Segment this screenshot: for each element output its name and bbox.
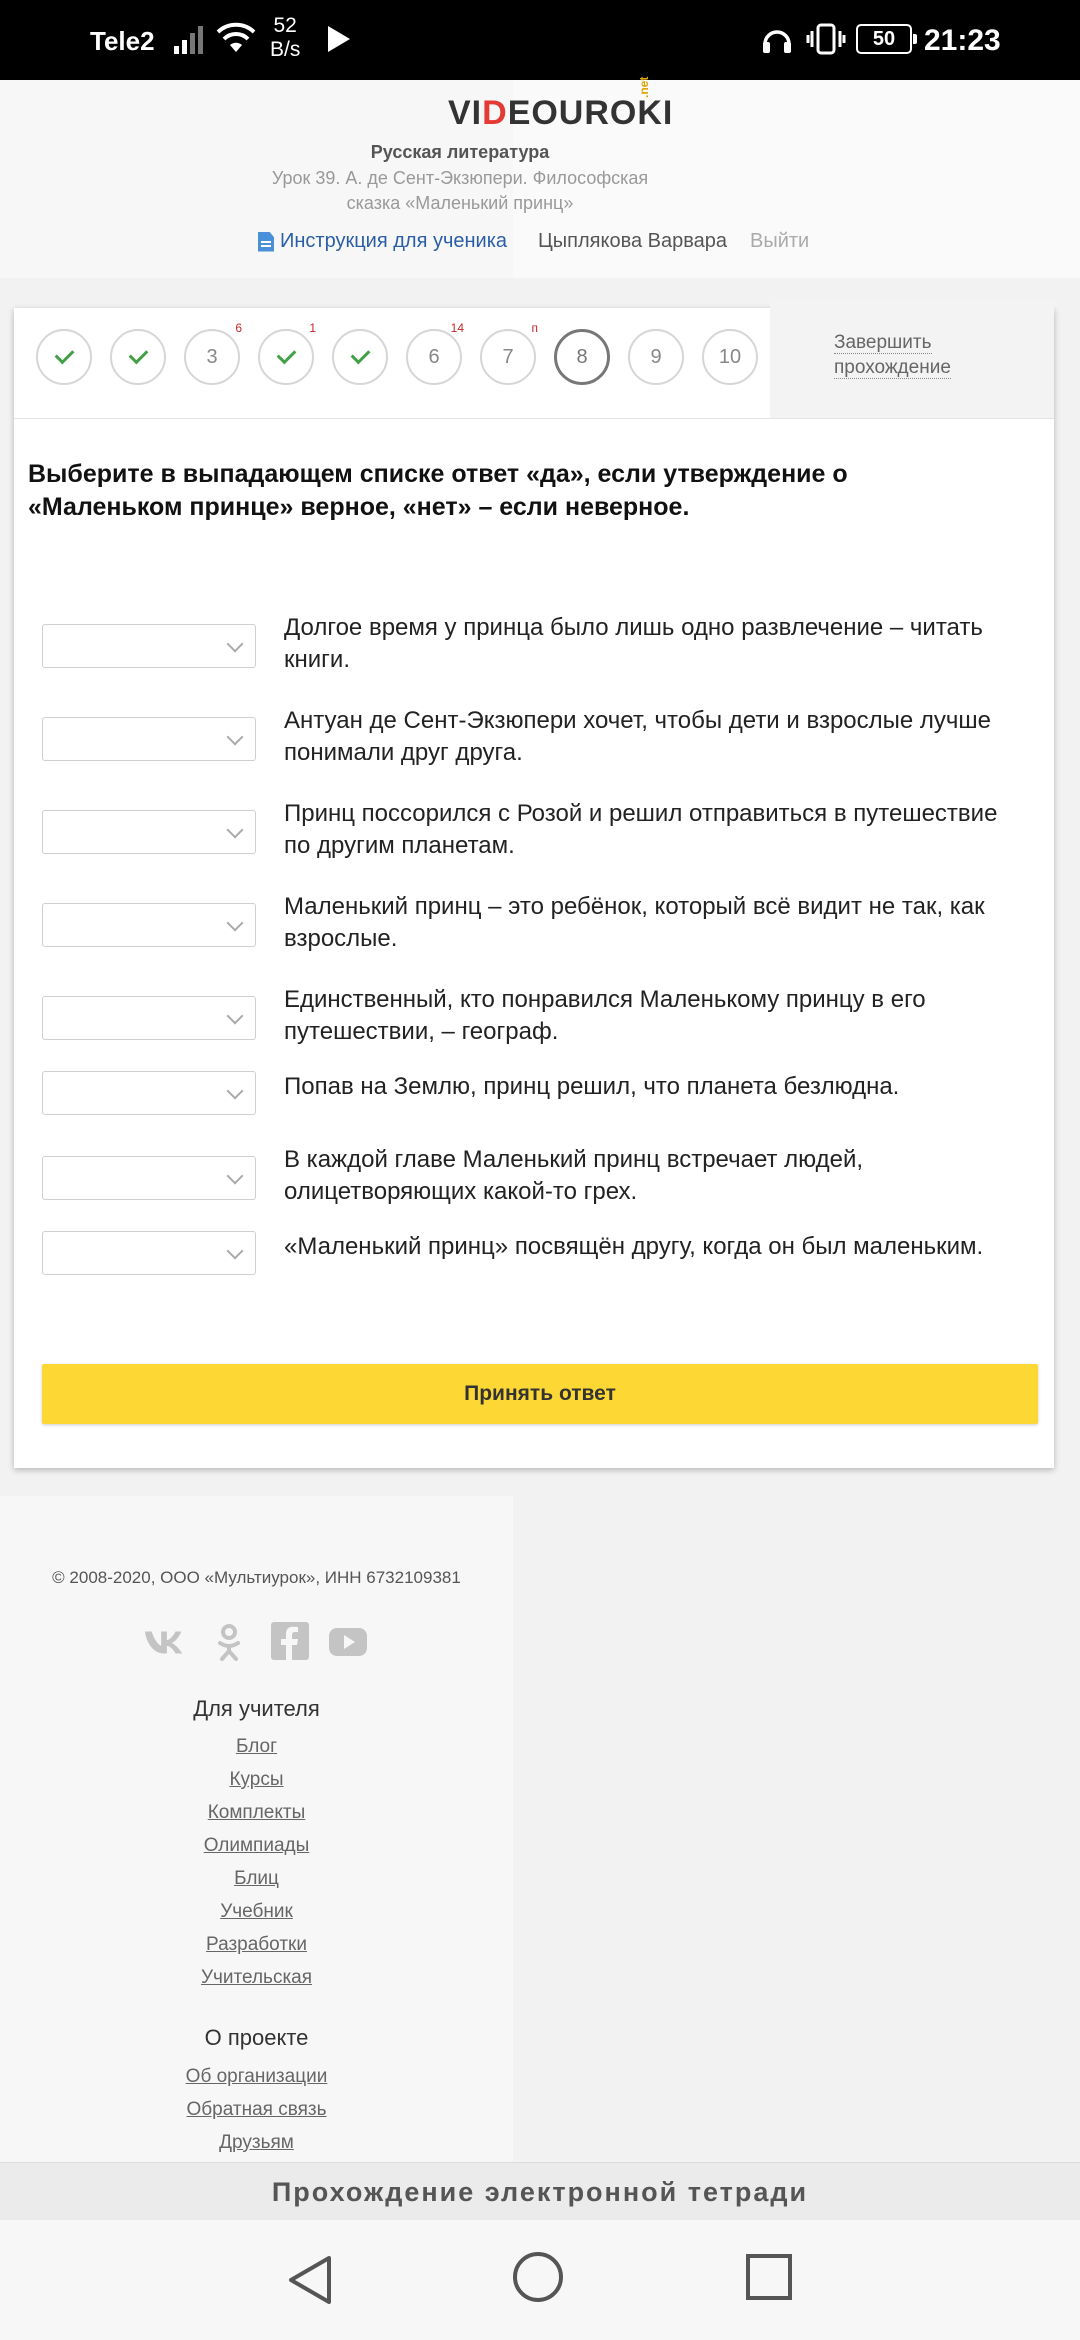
statement-text: Попав на Землю, принц решил, что планета безлюдна. xyxy=(284,1073,900,1100)
footer-link-teachers-room[interactable]: Учительская xyxy=(200,1967,313,1988)
instruction-label: Инструкция для ученика xyxy=(280,230,508,252)
footer-link-courses[interactable]: Курсы xyxy=(229,1769,284,1790)
statement-text: Маленький принц – это ребёнок, который всё видит не так, как взрослые. xyxy=(284,893,985,952)
instruction-link[interactable] xyxy=(258,230,507,253)
carrier-name: Tele2 xyxy=(90,26,155,56)
attempts-badge: п xyxy=(531,321,538,335)
footer-section-teacher: Для учителя xyxy=(193,1696,320,1721)
chevron-down-icon xyxy=(227,915,244,932)
footer-link-friends[interactable]: Друзьям xyxy=(219,2132,294,2153)
signal-icon xyxy=(172,22,208,56)
question-4-button[interactable] xyxy=(258,321,316,385)
battery-icon: 50 xyxy=(856,24,912,54)
statement-text: В каждой главе Маленький принц встречает людей, олицетворяющих какой-то грех. xyxy=(284,1146,864,1205)
chevron-down-icon xyxy=(227,1083,244,1100)
statement-text: «Маленький принц» посвящён другу, когда он был маленьким. xyxy=(284,1233,984,1260)
question-text: Выберите в выпадающем списке ответ «да», если утверждение о «Маленьком принце» верное, «нет» – если неверное. xyxy=(28,460,848,521)
answer-select[interactable] xyxy=(42,1231,256,1275)
home-icon[interactable] xyxy=(513,2252,563,2302)
answer-select[interactable] xyxy=(42,1071,256,1115)
question-navigation xyxy=(14,308,1054,419)
facebook-icon[interactable] xyxy=(271,1622,309,1660)
question-1-button[interactable] xyxy=(36,329,92,385)
statement-text: Долгое время у принца было лишь одно развлечение – читать книги. xyxy=(284,614,983,673)
footer-link-developments[interactable]: Разработки xyxy=(206,1934,307,1955)
question-9-button[interactable]: 9 xyxy=(628,329,684,385)
answer-select[interactable] xyxy=(42,810,256,854)
chevron-down-icon xyxy=(227,1243,244,1260)
quiz-card xyxy=(14,308,1054,1468)
chevron-down-icon xyxy=(227,729,244,746)
play-icon xyxy=(328,26,350,52)
copyright-text: © 2008-2020, ООО «Мультиурок», ИНН 6732109381 xyxy=(52,1568,461,1587)
answer-select[interactable] xyxy=(42,996,256,1040)
social-links xyxy=(143,1622,367,1662)
wifi-icon xyxy=(216,22,256,56)
answer-select[interactable] xyxy=(42,624,256,668)
subject-title: Русская литература xyxy=(370,142,550,162)
question-8-button[interactable]: 8 xyxy=(554,329,610,385)
site-header xyxy=(0,76,1080,278)
clock: 21:23 xyxy=(924,24,1001,57)
user-name: Цыплякова Варвара xyxy=(538,230,728,252)
logo-net-suffix: .net xyxy=(637,76,651,98)
footer-link-blitz[interactable]: Блиц xyxy=(234,1868,279,1889)
chevron-down-icon xyxy=(227,1008,244,1025)
question-6-button[interactable]: 6 14 xyxy=(406,329,462,385)
check-icon xyxy=(129,345,149,365)
logout-link[interactable]: Выйти xyxy=(750,230,810,252)
submit-answer-button[interactable]: Принять ответ xyxy=(42,1364,1038,1424)
check-icon xyxy=(277,345,297,365)
bottom-banner: Прохождение электронной тетради xyxy=(0,2162,1080,2221)
network-speed: 52 B/s xyxy=(270,14,301,61)
back-icon[interactable] xyxy=(285,2254,335,2306)
finish-button[interactable]: Завершить прохождение xyxy=(834,332,951,378)
statement-text: Принц поссорился с Розой и решил отправиться в путешествие по другим планетам. xyxy=(284,800,998,859)
attempts-badge: 6 xyxy=(235,321,242,335)
footer-section-about: О проекте xyxy=(204,2025,309,2050)
attempts-badge: 1 xyxy=(309,321,316,335)
vibrate-icon xyxy=(806,22,846,56)
check-icon xyxy=(351,345,371,365)
question-10-button[interactable]: 10 xyxy=(702,329,758,385)
vk-icon[interactable] xyxy=(143,1622,187,1662)
answer-select[interactable] xyxy=(42,717,256,761)
system-navigation-bar xyxy=(0,2220,1080,2340)
attempts-badge: 14 xyxy=(450,321,464,335)
headset-icon xyxy=(760,22,794,56)
chevron-down-icon xyxy=(227,1168,244,1185)
question-3-button[interactable]: 3 6 xyxy=(184,329,240,385)
statement-text: Единственный, кто понравился Маленькому принцу в его путешествии, – географ. xyxy=(284,986,926,1045)
footer-link-blog[interactable]: Блог xyxy=(235,1736,278,1757)
footer xyxy=(0,1496,513,2162)
footer-link-feedback[interactable]: Обратная связь xyxy=(186,2099,327,2120)
youtube-icon[interactable] xyxy=(329,1628,367,1656)
footer-link-textbook[interactable]: Учебник xyxy=(220,1901,293,1922)
status-bar xyxy=(0,0,1080,80)
question-7-button[interactable]: 7 п xyxy=(480,329,536,385)
document-icon xyxy=(258,232,274,252)
statement-text: Антуан де Сент-Экзюпери хочет, чтобы дети и взрослые лучше понимали друг друга. xyxy=(284,707,992,766)
footer-link-organization[interactable]: Об организации xyxy=(185,2066,328,2087)
check-icon xyxy=(55,345,75,365)
videouroki-logo[interactable]: VIDEOUROKI xyxy=(448,94,674,132)
footer-link-olympiads[interactable]: Олимпиады xyxy=(203,1835,310,1856)
odnoklassniki-icon[interactable] xyxy=(207,1622,251,1662)
chevron-down-icon xyxy=(227,636,244,653)
chevron-down-icon xyxy=(227,822,244,839)
answer-select[interactable] xyxy=(42,1156,256,1200)
question-2-button[interactable] xyxy=(110,329,166,385)
answer-select[interactable] xyxy=(42,903,256,947)
question-5-button[interactable] xyxy=(332,329,388,385)
footer-link-kits[interactable]: Комплекты xyxy=(207,1802,306,1823)
lesson-title: Урок 39. А. де Сент-Экзюпери. Философская сказка «Маленький принц» xyxy=(271,168,649,213)
recent-apps-icon[interactable] xyxy=(746,2254,792,2300)
